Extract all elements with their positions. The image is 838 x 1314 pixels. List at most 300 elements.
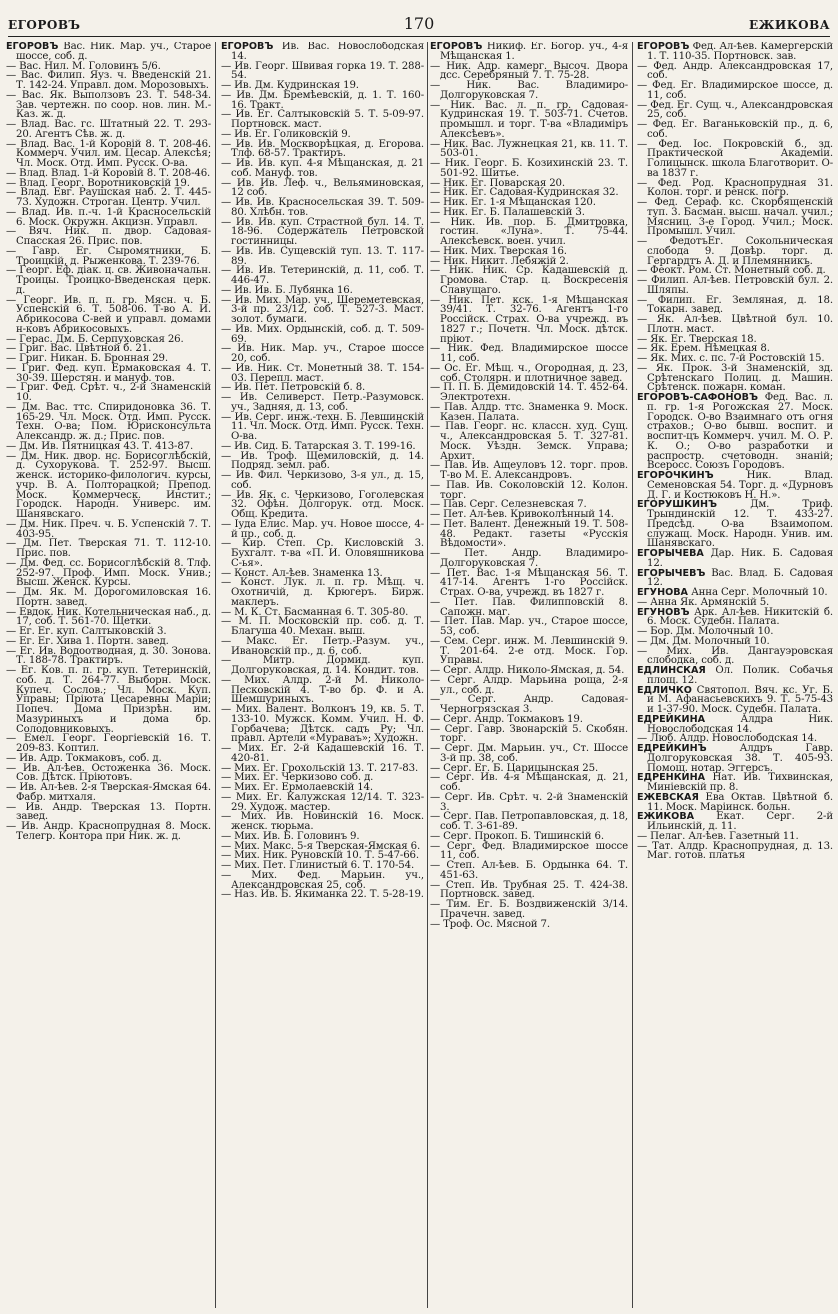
entry-text: — Ив. Ив. Москворѣцкая, д. Егорова. Тлф. 68-57. Трактиръ. — [221, 139, 424, 160]
entry-text: — Фед. Ег. Владимирское шоссе, д. 11, соб. — [637, 80, 833, 101]
entry-text: — Ив. Ал-ѣев. Остоженка 36. Моск. Сов. Дѣтск. Пріютовъ. — [6, 763, 211, 784]
directory-entry — [221, 539, 424, 568]
entry-text: — Як. Ерем. Нѣмецкая 8. — [637, 343, 770, 354]
column-divider — [427, 42, 428, 1308]
directory-column-2 — [221, 42, 424, 1308]
directory-entry — [6, 734, 211, 754]
surname-heading: ЕДРЕНКИНА — [637, 772, 706, 784]
directory-entry-headword — [637, 471, 833, 500]
surname-heading: ЕДЛИЧКО — [637, 684, 692, 696]
entry-text: — Ив. Мих. Мар. уч., Шереметевская, 3-й пр. 23/12, соб. Т. 527-3. Маст. золот. бумаги. — [221, 295, 424, 326]
entry-text: — Ник. Ег. Б. Палашевскій 3. — [430, 207, 585, 218]
entry-text: — Ник. Ег. 1-я Мѣщанская 120. — [430, 197, 596, 208]
directory-entry — [6, 803, 211, 823]
entry-text: — Пет. Андр. Владимиро-Долгоруковская 7. — [430, 548, 628, 569]
directory-entry — [430, 920, 628, 930]
directory-entry — [6, 188, 211, 208]
entry-text: — Мих. Алдр. 2-й М. Николо-Песковскій 4. Т-во бр. Ф. и А. Шемшуриныхъ. — [221, 675, 424, 706]
directory-entry — [221, 452, 424, 472]
directory-entry — [6, 666, 211, 734]
entry-text: — Мих. Макс. 5-я Тверская-Ямская 6. — [221, 841, 420, 852]
directory-entry — [6, 120, 211, 140]
entry-text: — Григ. Фед. Срѣт. ч., 2-й Знаменскій 10. — [6, 382, 211, 403]
surname-heading: ЕГОРОВЪ-САФОНОВЪ — [637, 392, 758, 403]
directory-entry-headword — [637, 42, 833, 62]
directory-entry — [430, 344, 628, 364]
directory-entry — [221, 617, 424, 637]
directory-entry — [221, 871, 424, 891]
entry-text: — Ег. Ков. п. п. гр. куп. Тетеринскій, соб. д. Т. 264-77. Выборн. Моск. Купеч. Сослов.; Чл. Моск. Куп. Управы; Пріюта Цесаревны Маріи; Попеч. Дома Призрѣн. им. Мазуриныхъ и дома бр. Солодовниковыхъ. — [6, 665, 211, 735]
entry-text: Алдра Ник. Новослободская 14. — [647, 713, 833, 735]
directory-entry — [430, 159, 628, 179]
surname-heading: ЕЖИКОВА — [637, 811, 695, 823]
entry-text: — Филип. Ал-ѣев. Петровскій бул. 2. Шляпы. — [637, 275, 833, 296]
directory-entry — [221, 471, 424, 491]
directory-entry-headword — [637, 549, 833, 569]
directory-entry — [221, 413, 424, 442]
entry-text: — Серг. Андр. Токмаковъ 19. — [430, 714, 583, 725]
directory-entry — [637, 842, 833, 862]
directory-entry — [6, 208, 211, 228]
directory-entry-headword — [637, 393, 833, 471]
directory-entry — [430, 812, 628, 832]
surname-heading: ЕДРЕЙКИНА — [637, 713, 706, 725]
entry-text: — Серг. Ег. Б. Царицынская 25. — [430, 763, 598, 774]
directory-entry — [430, 617, 628, 637]
entry-text: — Бор. Дм. Молочный 10. — [637, 626, 773, 637]
directory-entry — [430, 403, 628, 423]
entry-text: — Фед. Ег. Ваганьковскій пр., д. 6, соб. — [637, 119, 833, 140]
directory-entry — [221, 744, 424, 764]
directory-entry — [430, 422, 628, 461]
directory-entry — [221, 110, 424, 130]
entry-text: — Анна Як. Армянскій 5. — [637, 597, 769, 608]
entry-text: — Ив. Ив. Тетеринскій, д. 11, соб. Т. 446-47. — [221, 265, 424, 286]
entry-text: — Георг. Ив. п. п. гр. Мясн. ч. Б. Успенскій 6. Т. 508-06. Т-во А. И. Абрикосова С-вей и управл. домами н-ковъ Абрикосовыхъ. — [6, 295, 211, 335]
entry-text: — Герас. Дм. Б. Серпуховская 26. — [6, 334, 184, 345]
header-left-guide-word: ЕГОРОВЪ — [8, 18, 81, 32]
entry-text: — Мих. Валент. Волконъ 19, кв. 5. Т. 133-10. Мужск. Комм. Учил. Н. Ф. Горбачева; Дѣтск. садъ Ру; Чл. правл. Артели «Мураваъ»; Художн. — [221, 704, 424, 744]
directory-entry-headword — [637, 744, 833, 773]
surname-heading: ЕГОРУШКИНЪ — [637, 499, 718, 511]
directory-entry — [221, 637, 424, 657]
entry-text: — Дм. Ник. двор. нс. Борисоглѣбскій, д. Сухорукова. Т. 252-97. Высш. женск. историко-филологич. курсы, учр. В. А. Полторацкой; Препод. Моск. Коммерческ. Инстит.; Городск. Народн. Универс. им. Шанявскаго. — [6, 451, 211, 521]
directory-entry — [221, 198, 424, 218]
entry-text: — М. П. Московскій пр. соб. д. Т. Благуша 40. Механ. выш. — [221, 616, 424, 637]
directory-entry — [6, 539, 211, 559]
entry-text: — Мих. Ег. 2-й Кадашевскій 16. Т. 420-81. — [221, 743, 424, 764]
entry-text: — Ив. Ив. Сущевскій туп. 13. Т. 117-89. — [221, 246, 424, 267]
surname-heading: ЕДРЕЙКИНЪ — [637, 743, 707, 754]
entry-text: — Ег. Ег. куп. Салтыковскій 3. — [6, 626, 166, 637]
entry-text: — Влад. Евг. Раушская наб. 2. Т. 445-73. Художн. Строган. Центр. Учил. — [6, 187, 211, 208]
directory-entry — [6, 559, 211, 588]
entry-text: — Наз. Ив. Б. Якиманка 22. Т. 5-28-19. — [221, 889, 424, 900]
directory-entry — [637, 315, 833, 335]
entry-text: — Пет. Вас. 1-я Мѣщанская 56. Т. 417-14. Агентъ 1-го Россійск. Страх. О-ва, учрежд. въ 1827 г. — [430, 568, 628, 599]
entry-text: — Серг. Фед. Владимирское шоссе 11, соб. — [430, 841, 628, 862]
directory-entry — [430, 695, 628, 715]
entry-text: — Ник. Адр. камерг. Высоч. Двора дсс. Серебряный 7. Т. 75-28. — [430, 61, 628, 82]
entry-text: — Конст. Лук. л. п. гр. Мѣщ. ч. Охотничій, д. Крюгеръ. Бирж. маклеръ. — [221, 577, 424, 608]
entry-text: — Митр. Дормид. куп. Долгоруковская, д. 14. Кондит. тов. — [221, 655, 424, 676]
entry-text: — Ив. Мих. Ордынскій, соб. д. Т. 509-69. — [221, 324, 424, 345]
entry-text: — Влад. Ив. п.-ч. 1-й Красносельскій 6. Моск. Окружн. Акцизн. Управл. — [6, 207, 211, 228]
entry-text: — Ив. Фил. Черкизово, 3-я ул., д. 15, соб. — [221, 470, 424, 491]
entry-text: Ив. Вас. Новослободская 14. — [231, 42, 424, 62]
entry-text: — Ив. Ал-ѣев. 2-я Тверская-Ямская 64. Фабр. митхаля. — [6, 782, 211, 803]
directory-entry — [430, 364, 628, 384]
entry-text: — Серг. Пав. Петропавловская, д. 18, соб. Т. 3-61-89. — [430, 811, 628, 832]
entry-text: — Пет. Пав. Мар. уч., Старое шоссе, 53, соб. — [430, 616, 628, 637]
directory-entry — [430, 569, 628, 598]
entry-text: Арк. Ал-ѣев. Никитскій б. 6. Моск. Судебн. Палата. — [647, 606, 833, 628]
directory-entry — [430, 62, 628, 82]
entry-text: — Ив. Селиверст. Петр.-Разумовск. уч., Задняя, д. 13, соб. — [221, 392, 424, 413]
directory-entry — [221, 793, 424, 813]
entry-text: — Влад. Георг. Воротниковскій 19. — [6, 178, 190, 189]
directory-entry-headword — [221, 42, 424, 62]
entry-text: Ник. Влад. Семеновская 54. Торг. д. «Дурновъ Д. Г. и Костюковъ Н. Н.». — [647, 470, 833, 501]
entry-text: Алдръ Гавр. Долгоруковская 38. Т. 405-93. Помощ. нотар. Эггерсъ. — [647, 743, 833, 774]
entry-text: — Пав. Георг. нс. классн. худ. Сущ. ч., Александровская 5. Т. 327-81. Моск. Уѣздн. Земск. Управа; Архит. — [430, 421, 628, 461]
surname-heading: ЕГУНОВА — [637, 587, 688, 598]
directory-entry-headword — [6, 42, 211, 62]
entry-text: — Мих. Ник. Руновскій 10. Т. 5-47-66. — [221, 850, 419, 861]
directory-entry — [637, 198, 833, 237]
entry-text: — ФедотъЕг. Сокольническая слобода 9. Довѣр. торг. д. Гергардтъ А. Д. и Племянникъ. — [637, 236, 833, 267]
directory-entry — [6, 227, 211, 247]
directory-entry — [430, 676, 628, 696]
directory-entry — [221, 296, 424, 325]
entry-text: — Іуда Елис. Мар. уч. Новое шоссе, 4-й пр., соб. д. — [221, 519, 424, 540]
directory-entry — [6, 520, 211, 540]
entry-text: — Мих. Ег. Грохольскій 13. Т. 217-83. — [221, 763, 418, 774]
directory-entry — [221, 812, 424, 832]
entry-text: — Серг. Прокоп. Б. Тишинскій 6. — [430, 831, 604, 842]
entry-text: — Дм. Вас. ттс. Спиридоновка 36. Т. 165-29. Чл. Моск. Отд. Имп. Русск. Техн. О-ва; Пом. Юрисконсульта Александр. ж. д.; Прис. пов. — [6, 402, 211, 442]
entry-text: — Мих. Ег. Черкизово соб. д. — [221, 772, 373, 783]
entry-text: — Мих. Ег. Ермолаевскій 14. — [221, 782, 373, 793]
entry-text: — Тат. Алдр. Краснопрудная, д. 13. Маг. готов. платья — [637, 841, 833, 862]
directory-entry — [430, 520, 628, 549]
directory-entry — [430, 549, 628, 569]
entry-text: — Ив. Адр. Токмаковъ, соб. д. — [6, 753, 162, 764]
entry-text: — Григ. Никан. Б. Бронная 29. — [6, 353, 168, 364]
entry-text: — Гавр. Ег. Сыромятники, Б. Троицкій, д. Рыженкова. Т. 239-76. — [6, 246, 211, 267]
directory-entry — [221, 491, 424, 520]
entry-text: — Дм. Ник. Преч. ч. Б. Успенскій 7. Т. 403-95. — [6, 519, 211, 540]
entry-text: Ол. Полик. Собачья площ. 12. — [647, 665, 833, 686]
directory-entry — [221, 91, 424, 111]
entry-text: — Влад. Влад. 1-й Коровій 8. Т. 208-46. — [6, 168, 210, 179]
entry-text: — Ив. Ив. куп. 4-я Мѣщанская, д. 21 соб. Мануф. тов. — [221, 158, 424, 179]
directory-entry — [221, 393, 424, 413]
entry-text: Никиф. Ег. Богор. уч., 4-я Мѣщанская 1. — [440, 42, 628, 62]
directory-entry — [6, 140, 211, 169]
directory-entry — [221, 140, 424, 160]
entry-text: — Ег. Ег. Хива 1. Портн. завед. — [6, 636, 169, 647]
directory-entry — [221, 218, 424, 247]
directory-entry — [637, 179, 833, 199]
surname-heading: ЕГОРОЧКИНЪ — [637, 470, 714, 481]
directory-entry — [221, 266, 424, 286]
directory-entry — [221, 159, 424, 179]
directory-entry — [6, 647, 211, 667]
entry-text: — Ос. Ег. Мѣщ. ч., Огородная, д. 23, соб. Столярн. и плотничное завед. — [430, 363, 628, 384]
directory-entry — [430, 383, 628, 403]
directory-entry — [221, 705, 424, 744]
directory-entry — [430, 218, 628, 247]
entry-text: — Ник. Ег. Поварская 20. — [430, 178, 565, 189]
entry-text: — Серг. Алдр. Марьина роща, 2-я ул., соб. д. — [430, 675, 628, 696]
entry-text: Вас. Влад. Б. Садовая 12. — [647, 567, 833, 589]
entry-text: — М. К. Ст. Басманная 6. Т. 305-80. — [221, 607, 408, 618]
entry-text: — Ник. Ник. Ср. Кадашевскій д. Громова. Стар. ц. Воскресенія Славущаго. — [430, 265, 628, 296]
entry-text: — Фед. Сераф. кс. Скорбященскій туп. 3. Басман. высш. начал. учил.; Мясниц. 3-е Город. Учил.; Моск. Промышл. Учил. — [637, 197, 833, 237]
directory-entry — [637, 120, 833, 140]
entry-text: — Ив. Ег. Салтыковскій 5. Т. 5-09-97. Портновск. маст. — [221, 109, 424, 130]
entry-text: — Фед. Род. Краснопрудная 31. Колон. торг. и ренск. погр. — [637, 178, 833, 199]
entry-text: — Ег. Ив. Водоотводная, д. 30. Зонова. Т. 188-78. Трактиръ. — [6, 646, 211, 667]
entry-text: — Серг. Дм. Марьин. уч., Ст. Шоссе 3-й пр. 38, соб. — [430, 743, 628, 764]
entry-text: — Ив. Ег. Голиковскій 9. — [221, 129, 351, 140]
directory-entry — [221, 62, 424, 82]
entry-text: — Степ. Ив. Трубная 25. Т. 424-38. Портновск. завед. — [430, 880, 628, 901]
directory-entry — [430, 744, 628, 764]
entry-text: — Ив. Серг. инж.-техн. Б. Левшинскій 11. Чл. Моск. Отд. Имп. Русск. Техн. О-ва. — [221, 412, 424, 443]
surname-heading: ЕГОРЫЧЕВЪ — [637, 567, 706, 579]
entry-text: — Ник. Вас. л. п. гр. Садовая-Кудринская 19. Т. 503-71. Счетов. промышл. и торг. Т-ва «Владиміръ Алексѣевъ». — [430, 100, 628, 140]
entry-text: Ева Октав. Цвѣтной б. 11. Моск. Маріинск. больн. — [647, 791, 833, 813]
entry-text: — Тим. Ег. Б. Воздвиженскій 3/14. Прачечн. завед. — [430, 899, 628, 920]
entry-text: Фед. Ал-ѣев. Камергерскій 1. Т. 110-35. Портновск. зав. — [647, 42, 833, 62]
entry-text: — Мих. Ив. Дангауэровская слободка, соб. д. — [637, 646, 833, 667]
directory-entry — [6, 608, 211, 628]
entry-text: — Вас. Нил. М. Головинъ 5/6. — [6, 61, 161, 72]
directory-entry-headword — [637, 666, 833, 686]
directory-entry — [221, 578, 424, 607]
directory-column-4 — [637, 42, 833, 1308]
directory-entry — [221, 890, 424, 900]
entry-text: — Филип. Ег. Земляная, д. 18. Токарн. завед. — [637, 295, 833, 316]
entry-text: — Ив. Георг. Швивая горка 19. Т. 288-54. — [221, 61, 424, 82]
entry-text: — Дм. Ив. Пятницкая 43. Т. 413-87. — [6, 441, 193, 452]
directory-entry — [430, 481, 628, 501]
entry-text: — Ив. Сид. Б. Татарская 3. Т. 199-16. — [221, 441, 416, 452]
entry-text: — Ив. Ив. куп. Страстной бул. 14. Т. 18-96. Содержатель Петровской гостинницы. — [221, 217, 424, 248]
directory-entry-headword — [637, 715, 833, 735]
entry-text: — Мих. Фед. Марьин. уч., Александровская 25, соб. — [221, 870, 424, 891]
directory-entry — [221, 344, 424, 364]
entry-text: — Троф. Ос. Мясной 7. — [430, 919, 550, 930]
entry-text: — Ив. Троф. Щемиловскій, д. 14. Подряд. земл. раб. — [221, 451, 424, 472]
entry-text: — Ив. Дм. Бремѣевскій, д. 1. Т. 160-16. Тракт. — [221, 90, 424, 111]
entry-text: — Георг. Еф. діак. ц. св. Живоначальн. Троицы. Троицко-Введенская церк. д. — [6, 265, 211, 296]
directory-entry — [430, 773, 628, 793]
entry-text: — Вяч. Ник. п. двор. Садовая-Спасская 26. Прис. пов. — [6, 226, 211, 247]
entry-text: — Ник. Вас. Владимиро-Долгоруковская 7. — [430, 80, 628, 101]
entry-text: — Ив. Ник. Ст. Монетный 38. Т. 154-03. Перепл. маст. — [221, 363, 424, 384]
entry-text: — Фед. Андр. Александровская 17, соб. — [637, 61, 833, 82]
entry-text: — Фед. Іос. Покровскій б., зд. Практической Академіи. Голицынск. школа Благотворит. О-ва 1837 г. — [637, 139, 833, 179]
directory-entry — [430, 881, 628, 901]
surname-heading: ЕГОРОВЪ — [430, 42, 483, 52]
entry-text: — Вас. Як. Выползовъ 23. Т. 548-34. Зав. чертежн. по соор. нов. лин. М.-Каз. ж. д. — [6, 90, 211, 121]
entry-text: — Серг. Андр. Садовая-Черногрязская 3. — [430, 694, 628, 715]
directory-entry — [430, 266, 628, 295]
entry-text: — Пет. Валент. Денежный 19. Т. 508-48. Редакт. газеты «Русскія Вѣдомости». — [430, 519, 628, 550]
entry-text: — Фед. Ег. Сущ. ч., Александровская 25, соб. — [637, 100, 833, 121]
entry-text: — Евдок. Ник. Котельническая наб., д. 17, соб. Т. 561-70. Щетки. — [6, 607, 211, 628]
directory-entry-headword — [637, 812, 833, 832]
directory-entry-headword — [637, 773, 833, 793]
entry-text: — Серг. Ив. Срѣт. ч. 2-й Знаменскій 3. — [430, 792, 628, 813]
directory-entry — [637, 62, 833, 82]
directory-entry — [430, 296, 628, 345]
directory-entry — [430, 861, 628, 881]
entry-text: — Ив. Пет. Петровскій б. 8. — [221, 382, 365, 393]
entry-text: — Люб. Алдр. Новослободская 14. — [637, 733, 817, 744]
directory-entry — [6, 588, 211, 608]
directory-entry — [430, 140, 628, 160]
directory-entry — [6, 296, 211, 335]
directory-entry — [430, 81, 628, 101]
directory-entry — [6, 452, 211, 520]
entry-text: — Сем. Серг. инж. М. Левшинскій 9. Т. 201-64. 2-е отд. Моск. Гор. Управы. — [430, 636, 628, 667]
surname-heading: ЕГОРОВЪ — [637, 42, 690, 52]
directory-entry-headword — [637, 569, 833, 589]
entry-text: — Як. Мих. с. пс. 7-й Ростовскій 15. — [637, 353, 824, 364]
directory-entry — [430, 842, 628, 862]
entry-text: — Ив. Ник. Мар. уч., Старое шоссе 20, соб. — [221, 343, 424, 364]
directory-entry — [6, 783, 211, 803]
directory-entry-headword — [637, 686, 833, 715]
page-number: 170 — [403, 14, 435, 33]
entry-text: — Серг. Ив. 4-я Мѣщанская, д. 21, соб. — [430, 772, 628, 793]
surname-heading: ЕГОРЫЧЕВА — [637, 548, 704, 559]
entry-text: — Ник. Фед. Владимирское шоссе 11, соб. — [430, 343, 628, 364]
directory-entry — [6, 266, 211, 295]
directory-entry — [6, 91, 211, 120]
directory-entry — [221, 656, 424, 676]
entry-text: — Мих. Ив. Б. Головинъ 9. — [221, 831, 359, 842]
entry-text: — Мих. Ег. Калужская 12/14. Т. 323-29. Худож. мастер. — [221, 792, 424, 813]
directory-entry — [430, 101, 628, 140]
entry-text: — Пет. Пав. Филипповскій 8. Сапожн. маг. — [430, 597, 628, 618]
entry-text: — Серг. Гавр. Звонарскій 5. Скобян. торг. — [430, 724, 628, 745]
directory-entry — [637, 140, 833, 179]
entry-text: — Ив. Ив. Красносельская 39. Т. 509-80. Хлѣбн. тов. — [221, 197, 424, 218]
entry-text: — Ив. Ив. Леф. ч., Вельяминовская, 12 соб. — [221, 178, 424, 199]
entry-text: — Дм. Як. М. Дорогомиловская 16. Портн. завед. — [6, 587, 211, 608]
entry-text: Святопол. Вяч. кс. Уг. Б. и М. Афанасьевскихъ 9. Т. 5-75-43 и 1-37-90. Моск. Судебн. Палата. — [647, 684, 833, 715]
entry-text: — Дм. Пет. Тверская 71. Т. 112-10. Прис. пов. — [6, 538, 211, 559]
entry-text: — П. П. Б. Демидовскій 14. Т. 452-64. Электротехн. — [430, 382, 628, 403]
surname-heading: ЕДЛИНСКАЯ — [637, 665, 706, 676]
entry-text: — Пав. Серг. Селезневская 7. — [430, 499, 587, 510]
surname-heading: ЕГОРОВЪ — [221, 42, 274, 52]
directory-entry — [637, 81, 833, 101]
header-rule — [8, 36, 830, 37]
entry-text: — Мих. Ив. Новинскій 16. Моск. женск. тюрьма. — [221, 811, 424, 832]
directory-entry-headword — [430, 42, 628, 62]
column-divider — [632, 42, 633, 1308]
entry-text: — Степ. Ал-ѣев. Б. Ордынка 64. Т. 451-63. — [430, 860, 628, 881]
directory-entry — [6, 71, 211, 91]
directory-column-1 — [6, 42, 211, 1308]
header-right-guide-word: ЕЖИКОВА — [748, 18, 830, 32]
entry-text: — Конст. Ал-ѣев. Знаменка 13. — [221, 568, 383, 579]
directory-entry — [6, 764, 211, 784]
entry-text: — Мих. Пет. Глинистый 6. Т. 170-54. — [221, 860, 414, 871]
directory-entry — [6, 364, 211, 384]
directory-entry — [430, 598, 628, 618]
directory-column-3 — [430, 42, 628, 1308]
running-header — [8, 14, 830, 34]
entry-text: — Григ. Фед. куп. Ермаковская 4. Т. 30-39. Шерстян. и мануф. тов. — [6, 363, 211, 384]
directory-entry — [430, 461, 628, 481]
directory-entry — [637, 364, 833, 393]
entry-text: — Як. Ег. Тверская 18. — [637, 334, 757, 345]
entry-text: Фед. Вас. л. п. гр. 1-я Рогожская 27. Моск. Городск. О-во Взаимнаго отъ огня страхов.; О-во бывш. воспит. и воспит-цъ Коммерч. учил. М. О. Р. К. О.; О-во разработки и распростр. счетоводн. знаній; Всеросс. Союзъ Городовъ. — [647, 392, 833, 472]
directory-entry-headword — [637, 500, 833, 549]
entry-text: — Пет. Ал-ѣев. Кривоколѣнный 14. — [430, 509, 614, 520]
directory-entry — [6, 247, 211, 267]
directory-entry — [6, 403, 211, 442]
entry-text: Дм. Триф. Трындинскій 12. Т. 433-27. Предсѣд. О-ва Взаимопом. служащ. Моск. Народн. Унив. им. Шанявскаго. — [647, 499, 833, 550]
directory-entry — [430, 900, 628, 920]
directory-entry — [430, 725, 628, 745]
entry-text: Екат. Серг. 2-й Ильинскій, д. 11. — [647, 811, 833, 832]
entry-text: — Ив. Андр. Краснопрудная 8. Моск. Телегр. Контора при Ник. ж. д. — [6, 821, 211, 842]
entry-text: — Пав. Ив. Ащеуловъ 12. торг. пров. Т-во М. Е. Александровъ. — [430, 460, 628, 481]
entry-text: — Григ. Вас. Цвѣтной б. 21. — [6, 343, 151, 354]
surname-heading: ЕГУНОВЪ — [637, 606, 690, 618]
directory-entry — [221, 520, 424, 540]
entry-text: — Пав. Алдр. ттс. Знаменка 9. Моск. Казен. Палата. — [430, 402, 628, 423]
entry-text: — Феокт. Ром. Ст. Монетный соб. д. — [637, 265, 826, 276]
entry-text: — Ив. Як. с. Черкизово, Гоголевская 32. Офѣн. Долгорук. отд. Моск. Общ. Кредита. — [221, 490, 424, 521]
directory-entry — [221, 325, 424, 345]
entry-text: — Ив. Андр. Тверская 13. Портн. завед. — [6, 802, 211, 823]
entry-text: — Влад. Вас. гс. Штатный 22. Т. 293-20. Агентъ Сѣв. ж. д. — [6, 119, 211, 140]
directory-entry — [221, 179, 424, 199]
directory-entry — [430, 793, 628, 813]
entry-text: — Ник. Ив. пор. Б. Дмитровка, гостин. «Луна». Т. 75-44. Алексѣевск. воен. учил. — [430, 217, 628, 248]
directory-entry — [221, 364, 424, 384]
entry-text: — Ник. Ег. Садовая-Кудринская 32. — [430, 187, 618, 198]
directory-entry — [221, 676, 424, 705]
directory-entry — [637, 237, 833, 266]
directory-entry — [637, 296, 833, 316]
directory-entry — [6, 822, 211, 842]
entry-text: — Як. Прок. 3-й Знаменскій, зд. Срѣтенскаго Полиц. д. Машин. Срѣтенск. пожарн. коман. — [637, 363, 833, 394]
entry-text: — Ник. Пет. кск. 1-я Мѣщанская 39/41. Т. 32-76. Агентъ 1-го Россійск. Страх. О-ва учрежд. въ 1827 г.; Почетн. Чл. Моск. дѣтск. пріют. — [430, 295, 628, 345]
directory-entry — [637, 276, 833, 296]
entry-text: — Серг. Алдр. Николо-Ямская, д. 54. — [430, 665, 624, 676]
entry-text: Нат. Ив. Тихвинская, Миніевскій пр. 8. — [647, 772, 833, 793]
entry-text: — Ник. Мих. Тверская 16. — [430, 246, 567, 257]
entry-text: — Пав. Ив. Соколовскій 12. Колон. торг. — [430, 480, 628, 501]
entry-text: — Дм. Фед. сс. Борисоглѣбскій 8. Тлф. 252-97. Проф. Имп. Моск. Унив.; Высш. Женск. Курсы. — [6, 558, 211, 589]
entry-text: — Кир. Степ. Ср. Кисловскій 3. Бухгалт. т-ва «П. И. Оловяшникова С-ья». — [221, 538, 424, 569]
directory-entry-headword — [637, 608, 833, 628]
entry-text: Анна Серг. Молочный 10. — [691, 587, 828, 598]
entry-text: — Ник. Вас. Лужнецкая 21, кв. 11. Т. 503-01. — [430, 139, 628, 160]
directory-entry — [6, 383, 211, 403]
entry-text: — Ив. Дм. Кудринская 19. — [221, 80, 359, 91]
